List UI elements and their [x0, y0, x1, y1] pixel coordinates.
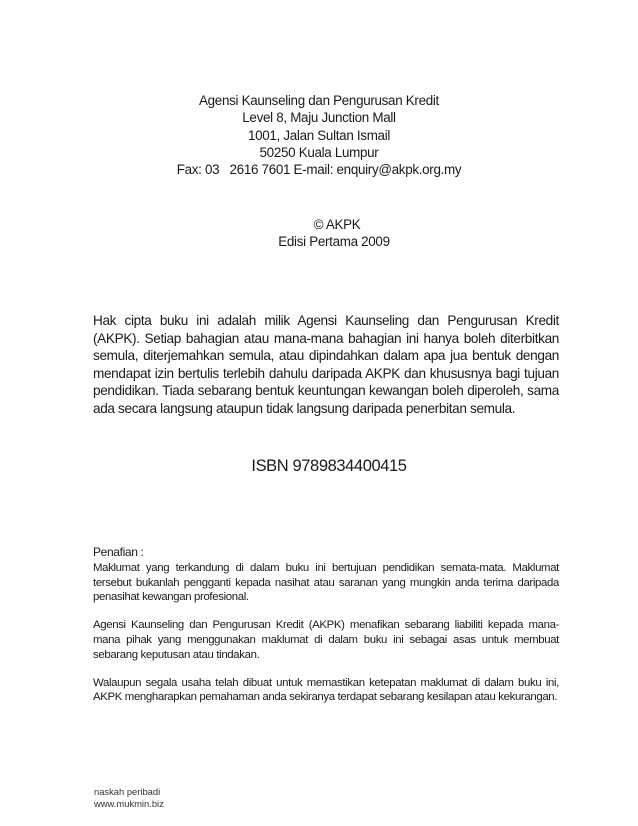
edition-text: Edisi Pertama 2009 [278, 234, 390, 249]
isbn-number: ISBN 9789834400415 [251, 457, 407, 475]
footer-label: naskah peribadi [94, 786, 161, 797]
disclaimer-paragraph-1: Maklumat yang terkandung di dalam buku ini bertujuan pendidikan semata-mata. Maklumat tersebut bukanlah pengganti kepada nasihat atau saranan yang mungkin anda terima daripada penasihat kewangan profesional. [93, 561, 559, 604]
footer-url: www.mukmin.biz [94, 798, 164, 810]
address-line-level: Level 8, Maju Junction Mall [242, 110, 396, 126]
publisher-name: Agensi Kaunseling dan Pengurusan Kredit [199, 93, 439, 108]
publisher-address [0, 92, 638, 178]
disclaimer-paragraph-2: Agensi Kaunseling dan Pengurusan Kredit (AKPK) menafikan sebarang liabiliti kepada mana-mana pihak yang menggunakan maklumat di dalam buku ini sebagai asas untuk membuat sebarang keputusan atau tindakan. [93, 619, 559, 661]
copyright-owner: © AKPK [313, 217, 361, 232]
rights-paragraph: Hak cipta buku ini adalah milik Agensi Kaunseling dan Pengurusan Kredit (AKPK). Setiap bahagian atau mana-mana bahagian ini hanya boleh diterbitkan semula, diterjemahkan semula, atau dipindahkan dalam apa jua bentuk dengan mendapat izin bertulis terlebih dahulu daripada AKPK dan khususnya bagi tujuan pendidikan. Tiada sebarang bentuk keuntungan kewangan boleh diperoleh, sama ada secara langsung ataupun tidak langsung daripada penerbitan semula. [93, 313, 559, 416]
contact-fax-email: Fax: 03 2616 7601 E-mail: enquiry@akpk.org.my [176, 162, 462, 178]
address-line-street: 1001, Jalan Sultan Ismail [247, 127, 391, 143]
disclaimer-title: Penafian : [93, 545, 144, 559]
disclaimer-section [93, 545, 559, 718]
copyright-block [0, 216, 638, 250]
address-line-city: 50250 Kuala Lumpur [259, 144, 379, 160]
disclaimer-paragraph-3: Walaupun segala usaha telah dibuat untuk memastikan ketepatan maklumat di dalam buku ini, AKPK mengharapkan pemahaman anda sekiranya terdapat sebarang kesilapan atau kekurangan. [93, 676, 559, 704]
footer-watermark [94, 786, 164, 810]
